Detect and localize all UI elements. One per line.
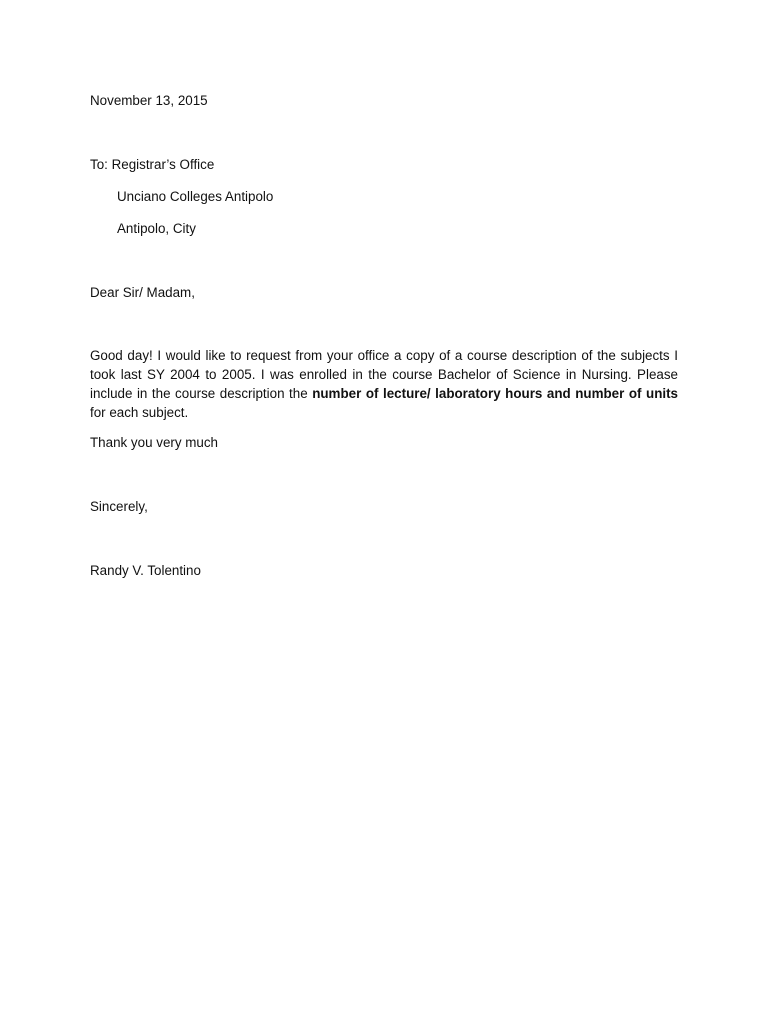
body-text-before: Good day! I would like to request from your office a copy of a course description of the subjects I took last SY 2004 to 2005. I was enrolled in the course Bachelor of Science in Nursing. Please include in the course description the: [90, 348, 678, 401]
letter-date: November 13, 2015: [90, 93, 208, 108]
body-text-after: for each subject.: [90, 405, 189, 420]
body-paragraph: [90, 346, 678, 422]
recipient-office: To: Registrar’s Office: [90, 157, 215, 172]
recipient-school: Unciano Colleges Antipolo: [117, 189, 274, 204]
thanks-line: Thank you very much: [90, 435, 219, 450]
salutation: Dear Sir/ Madam,: [90, 285, 195, 300]
body-bold-text: number of lecture/ laboratory hours and number of units: [312, 386, 678, 401]
closing: Sincerely,: [90, 499, 148, 514]
recipient-city: Antipolo, City: [117, 221, 196, 236]
signature-name: Randy V. Tolentino: [90, 563, 201, 578]
